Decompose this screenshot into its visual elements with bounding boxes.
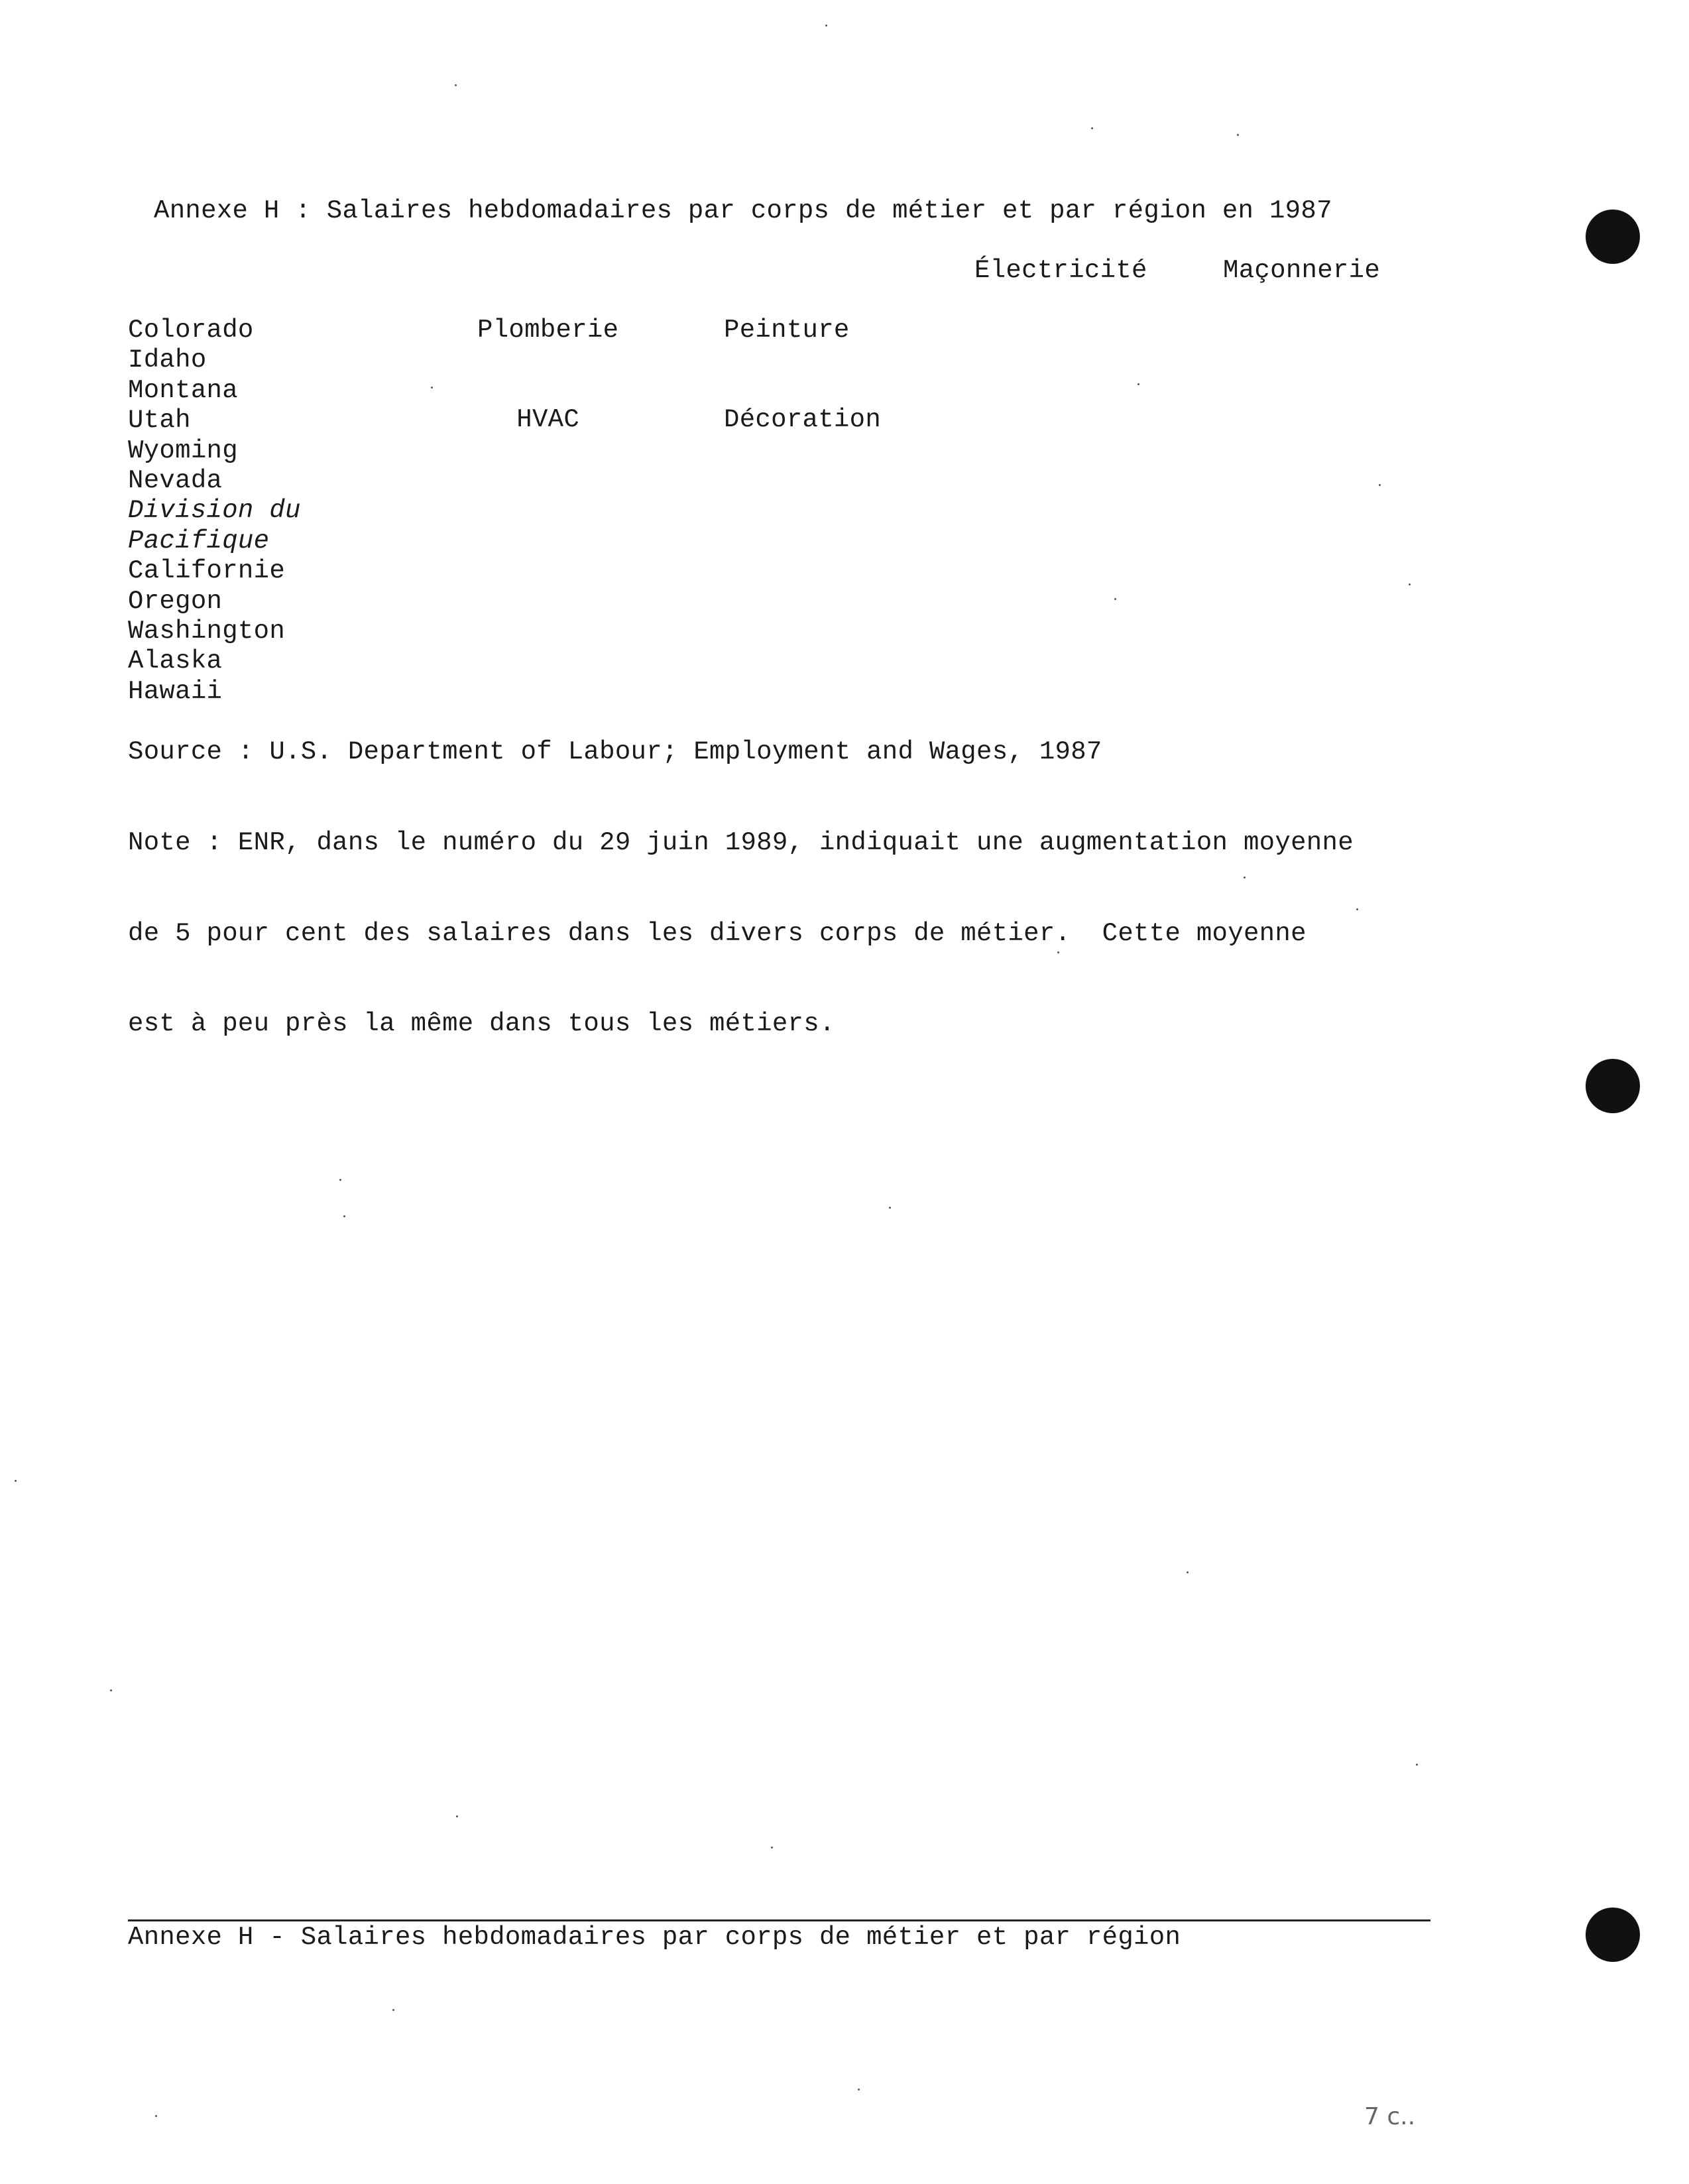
page-title: Annexe H : Salaires hebdomadaires par corps de métier et par région en 1987 [154, 196, 1332, 225]
scan-speck [1137, 383, 1139, 385]
punch-hole-icon [1586, 210, 1640, 264]
scan-speck [1187, 1571, 1189, 1573]
margin-handwriting: 7 c.. [1364, 2103, 1416, 2130]
scan-speck [1237, 134, 1239, 136]
scan-speck [889, 1207, 891, 1209]
region-row: Hawaii [128, 676, 223, 706]
column-header-electricite: Électricité [974, 256, 1147, 285]
division-heading-line1: Division du [128, 496, 301, 526]
region-list [128, 316, 301, 707]
scan-speck [456, 1815, 458, 1817]
scan-speck [825, 25, 827, 27]
note-line: est à peu près la même dans tous les métiers. [128, 1009, 835, 1038]
column-header-peinture [724, 256, 881, 465]
scan-speck [15, 1480, 17, 1482]
region-row: Nevada [128, 466, 223, 496]
region-row: Washington [128, 617, 286, 646]
scan-speck [339, 1179, 341, 1181]
scan-speck [1356, 908, 1358, 910]
scan-speck [1057, 951, 1059, 953]
region-row: Californie [128, 556, 286, 586]
scan-speck [1379, 484, 1381, 486]
region-row: Colorado [128, 316, 254, 345]
region-row: Alaska [128, 646, 223, 676]
note-line: Note : ENR, dans le numéro du 29 juin 1989, indiquait une augmentation moyenne [128, 828, 1354, 857]
note-paragraph [128, 768, 1354, 1069]
scan-speck [1114, 598, 1116, 600]
scan-speck [771, 1847, 773, 1849]
column-header-peinture-line1: Peinture [724, 316, 850, 345]
scan-speck [1244, 877, 1246, 879]
column-header-peinture-line2: Décoration [724, 405, 882, 434]
scan-speck [858, 2089, 860, 2091]
scan-speck [392, 2009, 394, 2011]
column-header-maconnerie: Maçonnerie [1223, 256, 1381, 285]
region-row: Montana [128, 375, 238, 405]
punch-hole-icon [1586, 1908, 1640, 1962]
page-footer: Annexe H - Salaires hebdomadaires par corps de métier et par région [128, 1923, 1181, 1952]
region-row: Idaho [128, 345, 207, 375]
scan-speck [455, 84, 457, 86]
region-row: Utah [128, 406, 191, 436]
scan-speck [431, 387, 433, 389]
source-citation: Source : U.S. Department of Labour; Employment and Wages, 1987 [128, 737, 1102, 766]
region-row: Wyoming [128, 436, 238, 465]
punch-hole-icon [1586, 1059, 1640, 1113]
column-header-plomberie-line2: HVAC [516, 405, 580, 434]
region-row: Oregon [128, 586, 223, 616]
column-header-plomberie [477, 256, 618, 465]
division-heading-line2: Pacifique [128, 526, 270, 556]
footer-divider [128, 1919, 1430, 1921]
scan-speck [1416, 1764, 1418, 1766]
scan-speck [155, 2115, 157, 2117]
scan-speck [343, 1215, 345, 1217]
scan-speck [1409, 583, 1411, 585]
column-header-plomberie-line1: Plomberie [477, 316, 619, 345]
note-line: de 5 pour cent des salaires dans les divers corps de métier. Cette moyenne [128, 918, 1307, 948]
scan-speck [1091, 127, 1093, 129]
scan-speck [110, 1689, 112, 1691]
